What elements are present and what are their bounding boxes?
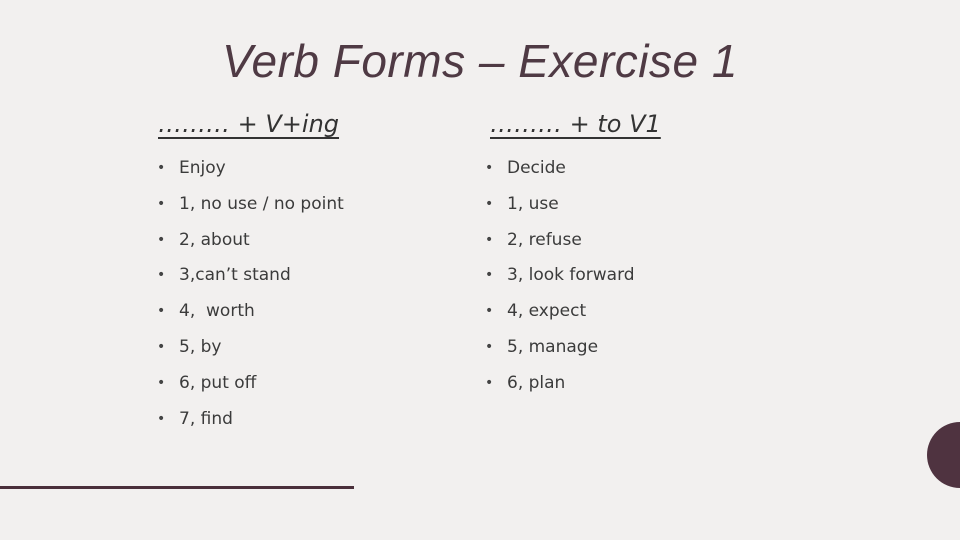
bullet-icon: • <box>157 267 166 284</box>
bullet-icon: • <box>157 231 166 248</box>
bullet-icon: • <box>485 195 494 212</box>
list-item <box>485 154 635 190</box>
list-item-text: 5, by <box>179 336 222 357</box>
list-item-text: 2, refuse <box>507 229 582 250</box>
list-item-text: 1, use <box>507 193 559 214</box>
left-column-heading: ……… + V+ing <box>158 110 340 138</box>
bullet-icon: • <box>485 231 494 248</box>
bullet-icon: • <box>485 303 494 320</box>
list-item-text: Decide <box>507 158 566 178</box>
bullet-icon: • <box>157 303 166 320</box>
list-item-text: 2, about <box>179 229 250 250</box>
right-list <box>485 154 635 405</box>
bullet-icon: • <box>485 160 494 176</box>
list-item-text: 1, no use / no point <box>179 193 344 214</box>
list-item <box>485 226 635 262</box>
list-item <box>157 226 344 262</box>
list-item <box>157 190 344 226</box>
list-item-text: 4, expect <box>507 301 587 322</box>
list-item-text: 3, look forward <box>507 265 635 286</box>
bullet-icon: • <box>485 338 494 355</box>
bullet-icon: • <box>157 160 166 176</box>
list-item-text: Enjoy <box>179 158 226 178</box>
list-item <box>157 369 344 405</box>
decorative-divider <box>0 486 354 489</box>
list-item-text: 4, worth <box>179 301 255 322</box>
list-item-text: 5, manage <box>507 336 599 357</box>
bullet-icon: • <box>157 195 166 212</box>
list-item <box>485 190 635 226</box>
list-item <box>485 333 635 369</box>
bullet-icon: • <box>157 338 166 355</box>
bullet-icon: • <box>485 374 494 391</box>
list-item-text: 6, plan <box>507 372 566 393</box>
left-list <box>157 154 344 440</box>
list-item-text: 3,can’t stand <box>179 265 291 286</box>
bullet-icon: • <box>157 374 166 391</box>
list-item <box>157 261 344 297</box>
list-item <box>157 154 344 190</box>
list-item <box>485 369 635 405</box>
list-item <box>157 297 344 333</box>
slide-title: Verb Forms – Exercise 1 <box>222 35 738 87</box>
list-item <box>485 297 635 333</box>
right-column-heading: ……… + to V1 <box>490 110 661 138</box>
decorative-circle <box>927 422 960 488</box>
list-item <box>485 261 635 297</box>
list-item-text: 6, put off <box>179 372 257 393</box>
list-item-text: 7, find <box>179 408 233 429</box>
list-item <box>157 333 344 369</box>
bullet-icon: • <box>485 267 494 284</box>
list-item <box>157 405 344 441</box>
bullet-icon: • <box>157 410 166 427</box>
